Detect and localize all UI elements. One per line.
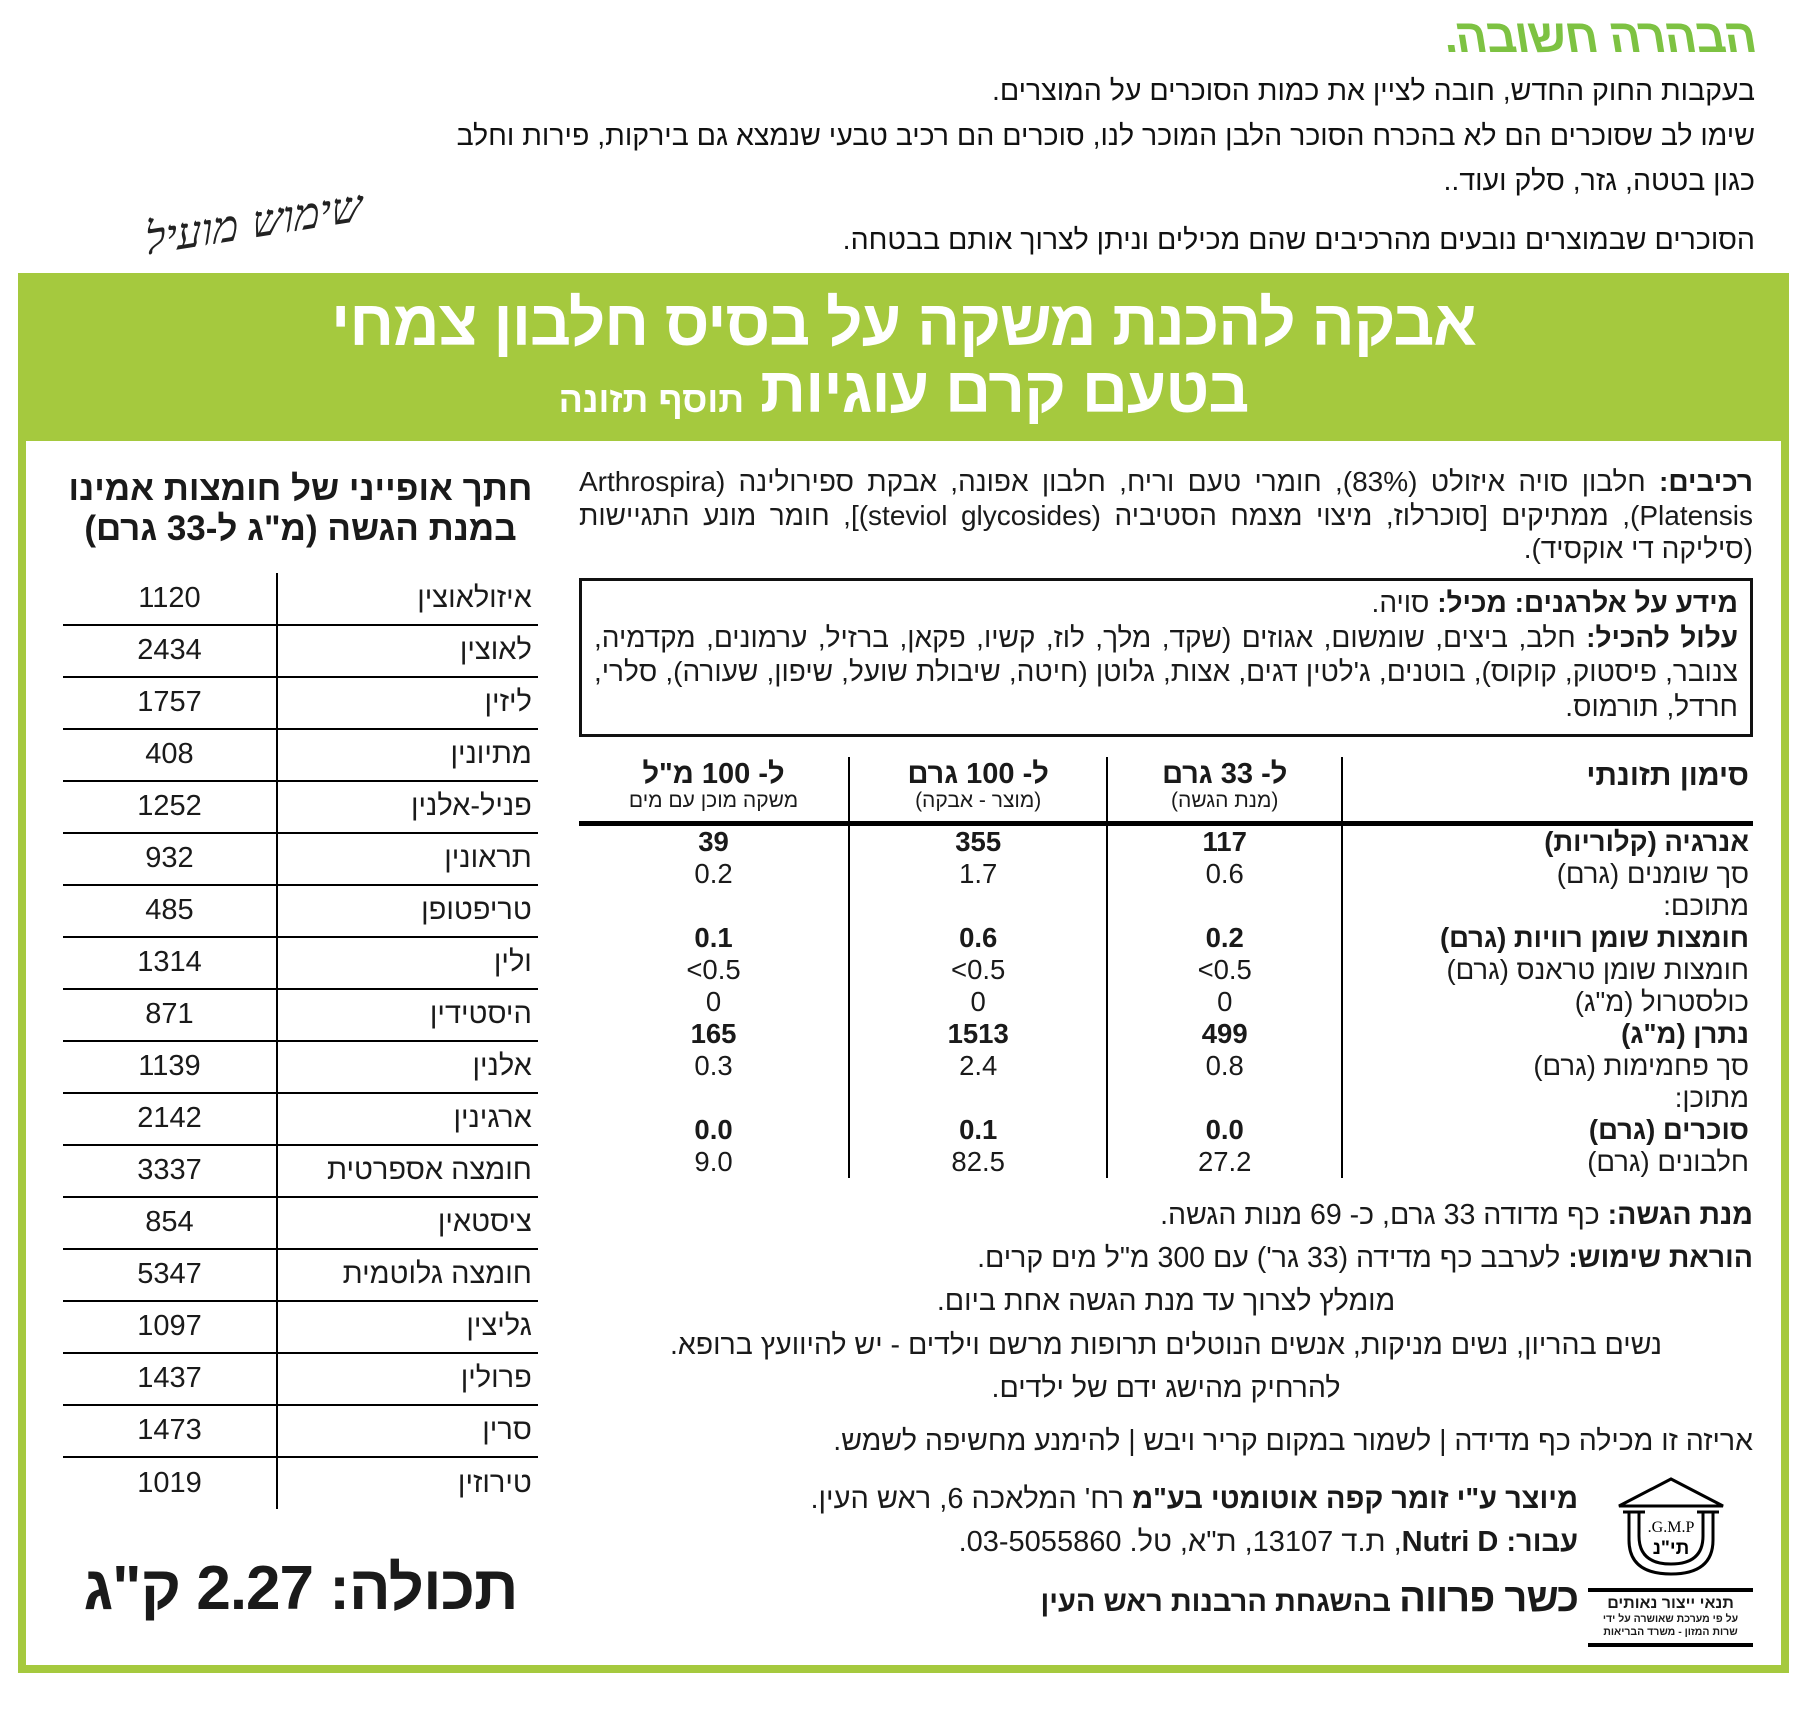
nutrition-row [579, 986, 1753, 1018]
amino-value: 408 [63, 729, 277, 781]
nutrition-value-33g: 0.6 [1107, 858, 1342, 890]
nutrition-value-100g: 0.6 [849, 922, 1107, 954]
amino-row [63, 1197, 538, 1249]
amino-value: 3337 [63, 1145, 277, 1197]
nutrition-value-100ml [579, 890, 849, 922]
nutrition-row-label: חומצות שומן טראנס (גרם) [1446, 954, 1749, 986]
amino-value: 2142 [63, 1093, 277, 1145]
serving-size-label: מנת הגשה: [1607, 1199, 1753, 1232]
usage-label: הוראת שימוש: [1568, 1242, 1753, 1275]
nutrition-value-100ml: 165 [579, 1018, 849, 1050]
clarification-line-2: שימו לב שסוכרים הם לא בהכרח הסוכר הלבן המוכר לנו, סוכרים הם רכיב טבעי שנמצא גם בירקות, פירות וחלב [456, 119, 1755, 152]
clarification-heading-text: הבהרה חשובה. [1438, 9, 1760, 62]
nutrition-value-33g: 27.2 [1107, 1146, 1342, 1178]
nutrition-title: סימון תזונתי [1342, 757, 1753, 824]
nutrition-value-100ml: 0 [579, 986, 849, 1018]
amino-value: 1473 [63, 1405, 277, 1457]
made-by-label: מיוצר ע"י זומר קפה אוטומטי בע"מ [1132, 1482, 1578, 1515]
gmp-cert-line-2: על פי מערכת שאושרה על ידי [1602, 1613, 1739, 1626]
amino-value: 932 [63, 833, 277, 885]
nutrition-value-33g: 117 [1107, 824, 1342, 859]
amino-name: ארגינין [277, 1093, 538, 1145]
nutrition-row [579, 890, 1753, 922]
amino-column [48, 465, 553, 1624]
label-content [26, 441, 1781, 1665]
nutrition-value-100g: 1513 [849, 1018, 1107, 1050]
amino-row [63, 1405, 538, 1457]
content-weight-label: תכולה: [329, 1553, 518, 1623]
amino-name: טריפטופן [277, 885, 538, 937]
supplement-label: תוסף תזונה [558, 378, 745, 420]
amino-name: היסטידין [277, 989, 538, 1041]
amino-name: פרולין [277, 1353, 538, 1405]
kosher-status: כשר פרווה [1399, 1575, 1578, 1620]
nutrition-value-100g: 0.1 [849, 1114, 1107, 1146]
amino-row [63, 677, 538, 729]
nutrition-value-33g: <0.5 [1107, 954, 1342, 986]
distributor-line [579, 1525, 1578, 1560]
nutrition-value-100g: <0.5 [849, 954, 1107, 986]
amino-name: חומצה אספרטית [277, 1145, 538, 1197]
manufacturer-block [579, 1474, 1753, 1647]
amino-value: 485 [63, 885, 277, 937]
nutrition-row [579, 1114, 1753, 1146]
nutrition-row-label: כולסטרול (מ"ג) [1574, 986, 1749, 1018]
serving-size-text: כף מדודה 33 גרם, כ- 69 מנות הגשה. [1160, 1199, 1608, 1232]
gmp-cert-line-3: שרות המזון - משרד הבריאות [1603, 1626, 1738, 1639]
nutrition-value-100g [849, 1082, 1107, 1114]
content-weight [48, 1553, 553, 1624]
title-band [26, 281, 1781, 441]
amino-row [63, 989, 538, 1041]
serving-size-line [579, 1198, 1753, 1232]
handwritten-note: שימוש מועיל [144, 179, 363, 266]
usage-text: לערבב כף מדידה (33 גר') עם 300 מ"ל מים קרים. [977, 1242, 1569, 1275]
amino-acid-table [63, 573, 538, 1509]
nutrition-row [579, 858, 1753, 890]
nutrition-col-100g [849, 757, 1107, 824]
product-box [18, 273, 1789, 1674]
product-title-line-2 [36, 353, 1771, 426]
nutrition-value-100ml: 39 [579, 824, 849, 859]
amino-row [63, 573, 538, 625]
kosher-line [579, 1576, 1578, 1621]
nutrition-value-33g [1107, 890, 1342, 922]
ingredients-label: רכיבים: [1659, 466, 1754, 497]
clarification-line-1: בעקבות החוק החדש, חובה לציין את כמות הסוכרים על המוצרים. [991, 75, 1755, 107]
gmp-house-icon [1605, 1474, 1737, 1586]
amino-value: 1097 [63, 1301, 277, 1353]
amino-value: 871 [63, 989, 277, 1041]
nutrition-row-label: חומצות שומן רוויות (גרם) [1439, 922, 1749, 954]
nutrition-col-100ml [579, 757, 849, 824]
amino-row [63, 1353, 538, 1405]
nutrition-value-100ml: 0.0 [579, 1114, 849, 1146]
amino-row [63, 1301, 538, 1353]
nutrition-value-33g: 0.8 [1107, 1050, 1342, 1082]
amino-name: מתיונין [277, 729, 538, 781]
nutrition-value-100ml: 0.1 [579, 922, 849, 954]
nutrition-value-100ml: 0.3 [579, 1050, 849, 1082]
col-100g-sub: (מוצר - אבקה) [915, 788, 1042, 812]
amino-row [63, 781, 538, 833]
nutrition-table-body [579, 824, 1753, 1179]
warning-line: נשים בהריון, נשים מניקות, אנשים הנוטלים תרופות מרשם וילדים - יש להיוועץ ברופא. [669, 1328, 1663, 1361]
amino-row [63, 625, 538, 677]
nutrition-table [579, 757, 1753, 1178]
amino-value: 1139 [63, 1041, 277, 1093]
product-title-line-1: אבקה להכנת משקה על בסיס חלבון צמחי [331, 286, 1476, 359]
amino-value: 1437 [63, 1353, 277, 1405]
distributor-label: עבור: [1506, 1525, 1578, 1558]
col-100g-title: ל- 100 גרם [907, 757, 1049, 790]
nutrition-value-100g: 1.7 [849, 858, 1107, 890]
amino-name: חומצה גלוטמית [277, 1249, 538, 1301]
allergen-contains-label: מידע על אלרגנים: מכיל: [1437, 586, 1738, 618]
nutrition-row-label: מתוכם: [1663, 890, 1749, 922]
nutrition-value-100ml: 0.2 [579, 858, 849, 890]
nutrition-value-33g: 0 [1107, 986, 1342, 1018]
amino-name: גליצין [277, 1301, 538, 1353]
nutrition-row-label: סך שומנים (גרם) [1556, 858, 1749, 890]
gmp-abbr: G.M.P. [1647, 1518, 1694, 1536]
nutrition-value-33g: 499 [1107, 1018, 1342, 1050]
amino-name: פניל-אלנין [277, 781, 538, 833]
amino-name: איזולאוצין [277, 573, 538, 625]
serving-info [579, 1198, 1753, 1405]
nutrition-value-100g: 0 [849, 986, 1107, 1018]
nutrition-row [579, 922, 1753, 954]
amino-row [63, 937, 538, 989]
flavor-title: בטעם קרם עוגיות [760, 353, 1249, 426]
allergen-may-label: עלול להכיל: [1586, 621, 1739, 653]
gmp-hebrew: תי"נ [1652, 1537, 1689, 1559]
amino-value: 1019 [63, 1457, 277, 1509]
gmp-logo [1588, 1474, 1753, 1647]
nutrition-row [579, 1018, 1753, 1050]
amino-title-line-2: במנת הגשה (מ"ג ל-33 גרם) [84, 508, 517, 548]
amino-table-body [63, 573, 538, 1509]
amino-value: 1252 [63, 781, 277, 833]
nutrition-value-100g: 355 [849, 824, 1107, 859]
nutrition-row-label: מתוכן: [1674, 1082, 1749, 1114]
amino-title-line-1: חתך אופייני של חומצות אמינו [68, 469, 533, 508]
kosher-text: בהשגחת הרבנות ראש העין [1040, 1585, 1399, 1618]
content-weight-value: 2.27 ק"ג [83, 1553, 330, 1623]
amino-row [63, 729, 538, 781]
ingredients-text: חלבון סויה איזולט (83%), חומרי טעם וריח, חלבון אפונה, אבקת ספירולינה (Arthrospira Platensis), ממתיקים [סוכרלוז, מיצוי מצמח הסטיביה (steviol glycosides)], חומר מונע התגיישות (סיליקה די אוקסיד). [579, 466, 1753, 565]
amino-name: ליזין [277, 677, 538, 729]
amino-row [63, 1041, 538, 1093]
clarification-line-3: כגון בטטה, גזר, סלק ועוד.. [1443, 164, 1755, 197]
manufacturer-text [579, 1474, 1578, 1621]
amino-value: 5347 [63, 1249, 277, 1301]
nutrition-value-100ml: <0.5 [579, 954, 849, 986]
allergen-may-text: חלב, ביצים, שומשום, אגוזים (שקד, מלך, לוז, קשיו, פקאן, ברזיל, ערמונים, מקדמיה, צנובר, פיסטוק, קוקוס), בוטנים, ג'לטין דגים, אצות, גלוטן (חיטה, שיבולת שועל, שיפון, שעורה), סלרי, חרדל, תורמוס. [594, 621, 1738, 722]
amino-name: סרין [277, 1405, 538, 1457]
distributor-name: Nutri D [1401, 1525, 1507, 1558]
nutrition-value-100g: 82.5 [849, 1146, 1107, 1178]
col-33g-title: ל- 33 גרם [1162, 757, 1288, 790]
clarification-heading [0, 8, 1760, 63]
usage-line [579, 1241, 1753, 1275]
nutrition-row [579, 1146, 1753, 1178]
amino-name: ולין [277, 937, 538, 989]
nutrition-row-label: סך פחמימות (גרם) [1533, 1050, 1749, 1082]
amino-row [63, 1457, 538, 1509]
allergen-contains-text: סויה. [1371, 586, 1438, 618]
col-33g-sub: (מנת הגשה) [1171, 788, 1279, 812]
gmp-cert-line-1: תנאי ייצור נאותים [1607, 1594, 1734, 1612]
amino-value: 854 [63, 1197, 277, 1249]
amino-value: 2434 [63, 625, 277, 677]
nutrition-value-100g [849, 890, 1107, 922]
nutrition-value-33g: 0.0 [1107, 1114, 1342, 1146]
nutrition-row-label: סוכרים (גרם) [1588, 1114, 1749, 1146]
nutrition-value-100g: 2.4 [849, 1050, 1107, 1082]
amino-table-title [48, 469, 553, 549]
nutrition-value-100ml: 9.0 [579, 1146, 849, 1178]
ingredients-paragraph [579, 465, 1753, 566]
storage-line: אריזה זו מכילה כף מדידה | לשמור במקום קריר ויבש | להימנע מחשיפה לשמש. [833, 1424, 1753, 1457]
amino-name: אלנין [277, 1041, 538, 1093]
nutrition-row-label: אנרגיה (קלוריות) [1544, 826, 1749, 858]
amino-row [63, 833, 538, 885]
amino-row [63, 1145, 538, 1197]
col-100ml-title: ל- 100 מ"ל [642, 757, 785, 790]
amino-name: ציסטאין [277, 1197, 538, 1249]
nutrition-row [579, 1050, 1753, 1082]
amino-row [63, 885, 538, 937]
col-100ml-sub: משקה מוכן עם מים [628, 788, 799, 812]
gmp-cert-text [1588, 1588, 1753, 1647]
nutrition-row-label: חלבונים (גרם) [1587, 1146, 1749, 1178]
nutrition-row [579, 824, 1753, 859]
amino-value: 1757 [63, 677, 277, 729]
nutrition-row-label: נתרן (מ"ג) [1621, 1018, 1749, 1050]
allergen-box [579, 578, 1753, 737]
amino-name: תראונין [277, 833, 538, 885]
nutrition-row [579, 1082, 1753, 1114]
amino-value: 1314 [63, 937, 277, 989]
nutrition-table-header [579, 757, 1753, 824]
amino-name: לאוצין [277, 625, 538, 677]
amino-value: 1120 [63, 573, 277, 625]
nutrition-col-33g [1107, 757, 1342, 824]
nutrition-value-100ml [579, 1082, 849, 1114]
keep-away-line: להרחיק מהישג ידם של ילדים. [991, 1371, 1341, 1404]
made-by-line [579, 1482, 1578, 1517]
nutrition-value-33g: 0.2 [1107, 922, 1342, 954]
distributor-text: , ת.ד 13107, ת"א, טל. 03-5055860. [958, 1525, 1402, 1558]
nutrition-row [579, 954, 1753, 986]
clarification-line-4: הסוכרים שבמוצרים נובעים מהרכיבים שהם מכילים וניתן לצרוך אותם בבטחה. [842, 223, 1755, 256]
amino-name: טירוזין [457, 1466, 532, 1499]
main-column [579, 465, 1753, 1647]
recommendation-line: מומלץ לצרוך עד מנת הגשה אחת ביום. [936, 1285, 1396, 1318]
amino-row [63, 1093, 538, 1145]
nutrition-value-33g [1107, 1082, 1342, 1114]
amino-row [63, 1249, 538, 1301]
made-by-text: רח' המלאכה 6, ראש העין. [810, 1482, 1133, 1515]
